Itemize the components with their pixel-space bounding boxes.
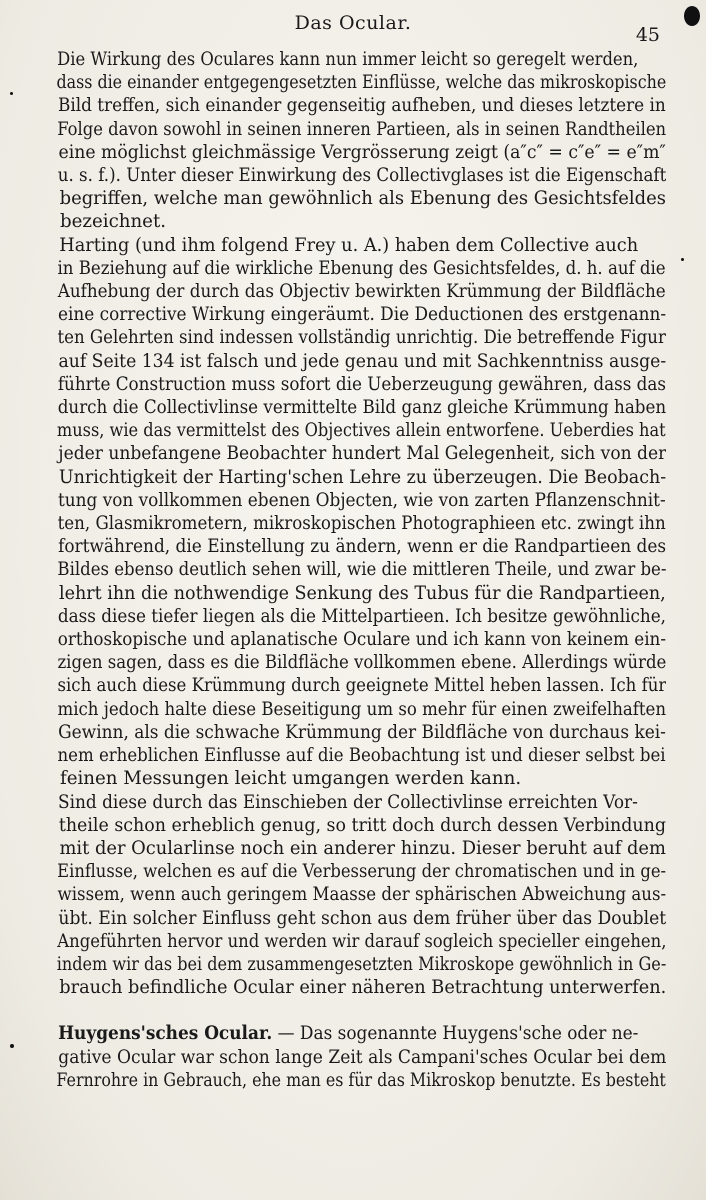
text-line: zigen sagen, dass es die Bildfläche vollkommen ebene. Allerdings würde [57, 652, 666, 674]
section-line: — Das sogenannte Huygens'sche oder ne- [277, 1023, 638, 1045]
page-number: 45 [635, 24, 660, 46]
text-line: Angeführten hervor und werden wir darauf sogleich specieller eingehen, [57, 930, 666, 952]
text-line: ten, Glasmikrometern, mikroskopischen Photographieen etc. zwingt ihn [57, 513, 666, 535]
section-huygens [32, 1022, 666, 1092]
text-line: begriffen, welche man gewöhnlich als Ebenung des Gesichtsfeldes [59, 188, 666, 210]
text-line: muss, wie das vermittelst des Objectives allein entworfene. Ueberdies hat [56, 420, 666, 442]
text-line: wissem, wenn auch geringem Maasse der sphärischen Abweichung aus- [57, 884, 666, 906]
text-line: tung von vollkommen ebenen Objecten, wie von zarten Pflanzenschnit- [57, 489, 666, 511]
text-line: in Beziehung auf die wirkliche Ebenung des Gesichtsfeldes, d. h. auf die [57, 257, 666, 279]
ink-blot [10, 92, 13, 95]
text-line: Sind diese durch das Einschieben der Collectivlinse erreichten Vor- [58, 791, 638, 813]
section-line: Fernrohre in Gebrauch, ehe man es für das Mikroskop benutzte. Es besteht [56, 1069, 666, 1091]
text-line: mit der Ocularlinse noch ein anderer hinzu. Dieser beruht auf dem [59, 837, 666, 859]
text-line: eine corrective Wirkung eingeräumt. Die Deductionen des erstgenann- [57, 304, 666, 326]
text-line: Unrichtigkeit der Harting'schen Lehre zu überzeugen. Die Beobach- [58, 466, 666, 488]
text-line: dass diese tiefer liegen als die Mittelpartieen. Ich besitze gewöhnliche, [57, 605, 666, 627]
page-header [0, 10, 706, 46]
text-line: theile schon erheblich genug, so tritt doch durch dessen Verbindung [58, 814, 666, 836]
text-line: fortwährend, die Einstellung zu ändern, wenn er die Randpartieen des [58, 536, 666, 558]
text-line: brauch befindliche Ocular einer näheren Betrachtung unterwerfen. [59, 977, 666, 999]
text-line: Harting (und ihm folgend Frey u. A.) haben dem Collective auch [59, 234, 638, 256]
text-line: Gewinn, als die schwache Krümmung der Bildfläche von durchaus kei- [58, 721, 666, 743]
text-line: feinen Messungen leicht umgangen werden kann. [60, 768, 522, 790]
section-gap [32, 999, 666, 1022]
section-heading: Huygens'sches Ocular. [58, 1023, 273, 1045]
text-line: Bildes ebenso deutlich sehen will, wie die mittleren Theile, und zwar be- [57, 559, 666, 581]
text-line: durch die Collectivlinse vermittelte Bild ganz gleiche Krümmung haben [57, 397, 666, 419]
text-line: ten Gelehrten sind indessen vollständig unrichtig. Die betreffende Figur [57, 327, 666, 349]
text-line: Bild treffen, sich einander gegenseitig aufheben, und dieses letztere in [57, 95, 666, 117]
text-line: Aufhebung der durch das Objectiv bewirkten Krümmung der Bildfläche [57, 281, 666, 303]
page-body [32, 48, 666, 1092]
text-line: orthoskopische und aplanatische Oculare und ich kann von keinem ein- [57, 629, 666, 651]
running-title: Das Ocular. [294, 12, 412, 34]
text-line: mich jedoch halte diese Beseitigung um so mehr für einen zweifelhaften [57, 698, 666, 720]
section-first-line [32, 1022, 638, 1045]
text-line: sich auch diese Krümmung durch geeignete Mittel heben lassen. Ich für [57, 675, 666, 697]
paragraph [32, 791, 666, 1000]
text-line: eine möglichst gleichmässige Vergrösserung zeigt (a″c″ = c″e″ = e″m″ [58, 141, 666, 163]
text-line: bezeichnet. [60, 211, 167, 233]
section-line: gative Ocular war schon lange Zeit als Campani'sches Ocular bei dem [58, 1046, 666, 1068]
text-line: indem wir das bei dem zusammengesetzten Mikroskope gewöhnlich in Ge- [56, 953, 666, 975]
text-line: nem erheblichen Einflusse auf die Beobachtung ist und dieser selbst bei [57, 745, 666, 767]
text-line: u. s. f.). Unter dieser Einwirkung des Collectivglases ist die Eigenschaft [57, 165, 666, 187]
text-line: auf Seite 134 ist falsch und jede genau und mit Sachkenntniss ausge- [58, 350, 666, 372]
ink-blot [684, 6, 700, 26]
paragraph [32, 234, 666, 791]
text-line: dass die einander entgegengesetzten Einflüsse, welche das mikroskopische [56, 72, 666, 94]
text-line: führte Construction muss sofort die Ueberzeugung gewähren, dass das [57, 373, 666, 395]
text-line: Einflusse, welchen es auf die Verbesserung der chromatischen und in ge- [57, 861, 666, 883]
paragraph [32, 48, 666, 234]
ink-blot [681, 258, 684, 261]
ink-blot [10, 1044, 14, 1048]
paragraph-list [32, 48, 666, 999]
text-line: Folge davon sowohl in seinen inneren Partieen, als in seinen Randtheilen [57, 118, 666, 140]
text-line: übt. Ein solcher Einfluss geht schon aus dem früher über das Doublet [58, 907, 666, 929]
text-line: Die Wirkung des Oculares kann nun immer leicht so geregelt werden, [57, 49, 638, 70]
text-line: lehrt ihn die nothwendige Senkung des Tubus für die Randpartieen, [58, 582, 666, 604]
text-line: jeder unbefangene Beobachter hundert Mal Gelegenheit, sich von der [58, 443, 666, 465]
